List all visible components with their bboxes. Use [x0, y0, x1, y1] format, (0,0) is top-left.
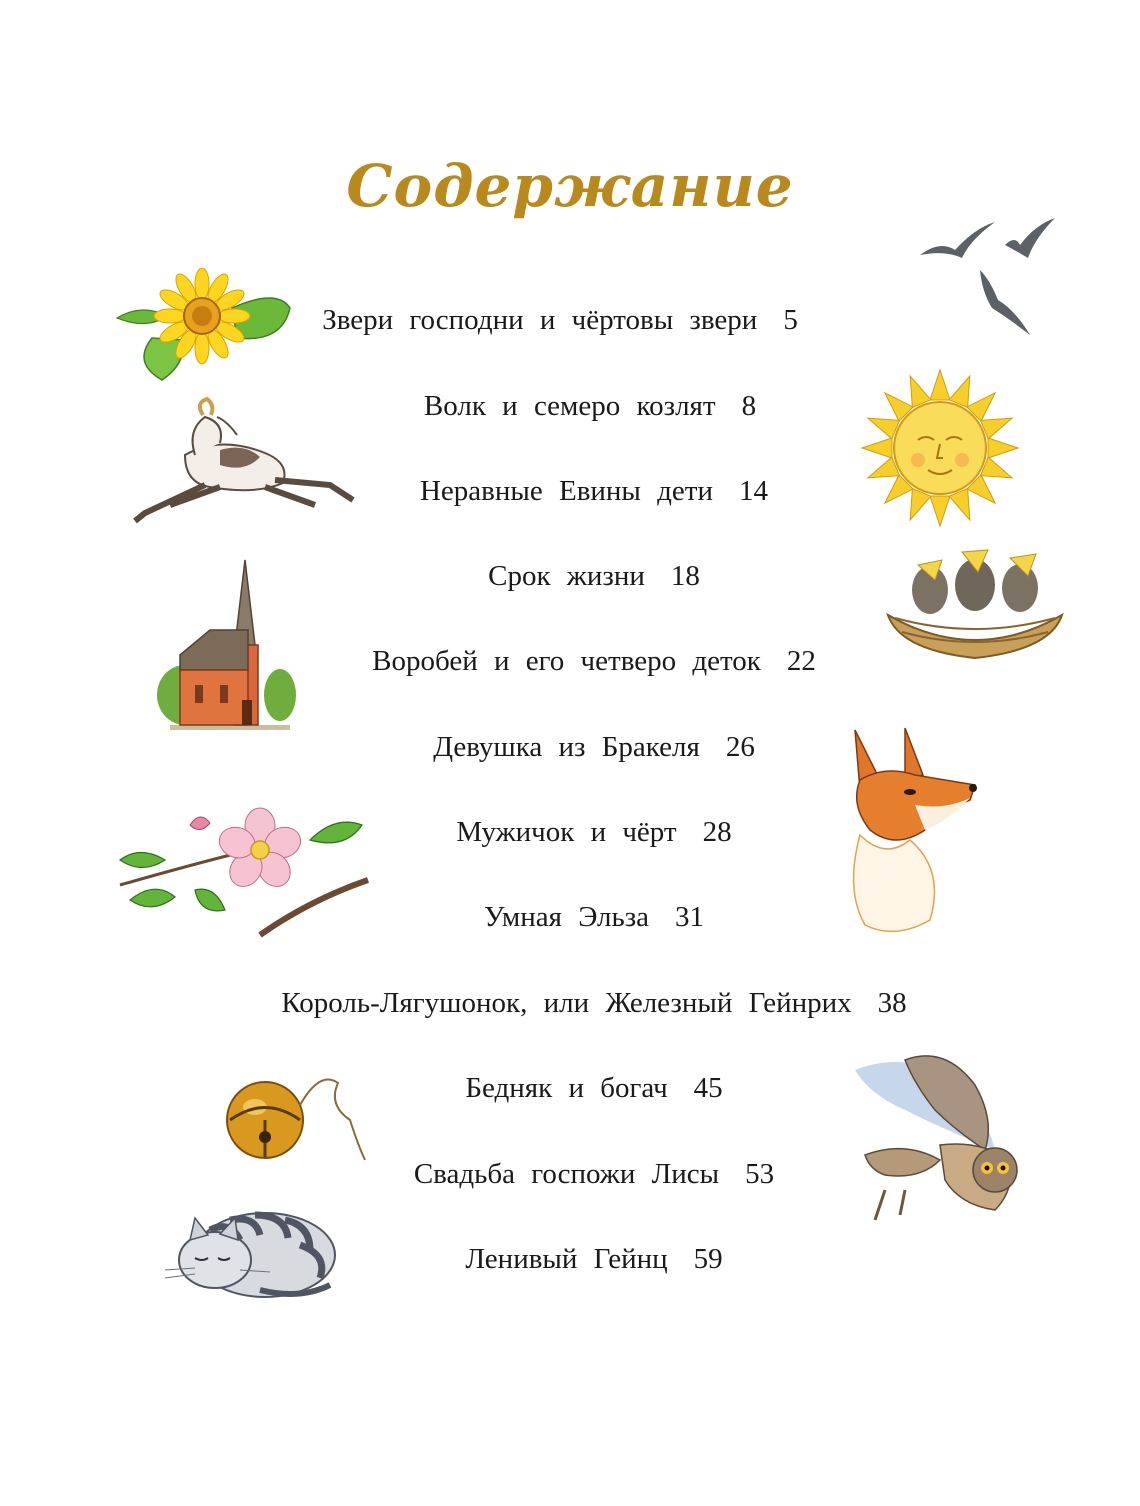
fox-icon [835, 720, 985, 940]
toc-entry-title: Волк и семеро козлят [423, 390, 716, 422]
sunflower-icon [112, 268, 292, 383]
toc-entry-page: 31 [675, 901, 705, 933]
toc-entry-page: 45 [693, 1072, 723, 1104]
toc-entry-title: Ленивый Гейнц [465, 1243, 668, 1275]
toc-entry-page: 26 [725, 731, 755, 763]
toc-entry-page: 38 [877, 987, 907, 1019]
nest-icon [880, 540, 1070, 670]
toc-entry-title: Неравные Евины дети [419, 475, 713, 507]
toc-entry-page: 5 [783, 304, 798, 336]
wild-rose-icon [100, 805, 370, 940]
toc-entry-title: Девушка из Бракеля [433, 731, 700, 763]
toc-entry-title: Бедняк и богач [465, 1072, 668, 1104]
toc-entry-page: 8 [741, 390, 757, 422]
page-title: Содержание [346, 152, 794, 220]
toc-entry-title: Звери господни и чёртовы звери [322, 304, 758, 336]
toc-entry-page: 28 [702, 816, 732, 848]
bell-icon [220, 1065, 370, 1165]
toc-entry-page: 18 [670, 560, 700, 592]
toc-entry-title: Мужичок и чёрт [456, 816, 677, 848]
sun-icon [845, 368, 1035, 528]
church-icon [150, 555, 300, 730]
owl-icon [845, 1040, 1035, 1230]
cat-icon [160, 1190, 340, 1305]
birds-icon [910, 210, 1060, 340]
goat-icon [125, 395, 360, 525]
toc-entry-page: 59 [693, 1243, 723, 1275]
toc-entry-title: Умная Эльза [483, 901, 650, 933]
toc-entry-title: Свадьба госпожи Лисы [413, 1158, 720, 1190]
toc-entry-title: Воробей и его четверо деток [372, 645, 761, 677]
toc-entry-title: Срок жизни [488, 560, 645, 592]
toc-entry-page: 22 [786, 645, 816, 677]
toc-entry-page: 53 [745, 1158, 775, 1190]
toc-entry[interactable] [24, 987, 1140, 1020]
toc-entry-title: Король-Лягушонок, или Железный Гейнрих [281, 987, 852, 1019]
toc-entry-page: 14 [739, 475, 768, 507]
